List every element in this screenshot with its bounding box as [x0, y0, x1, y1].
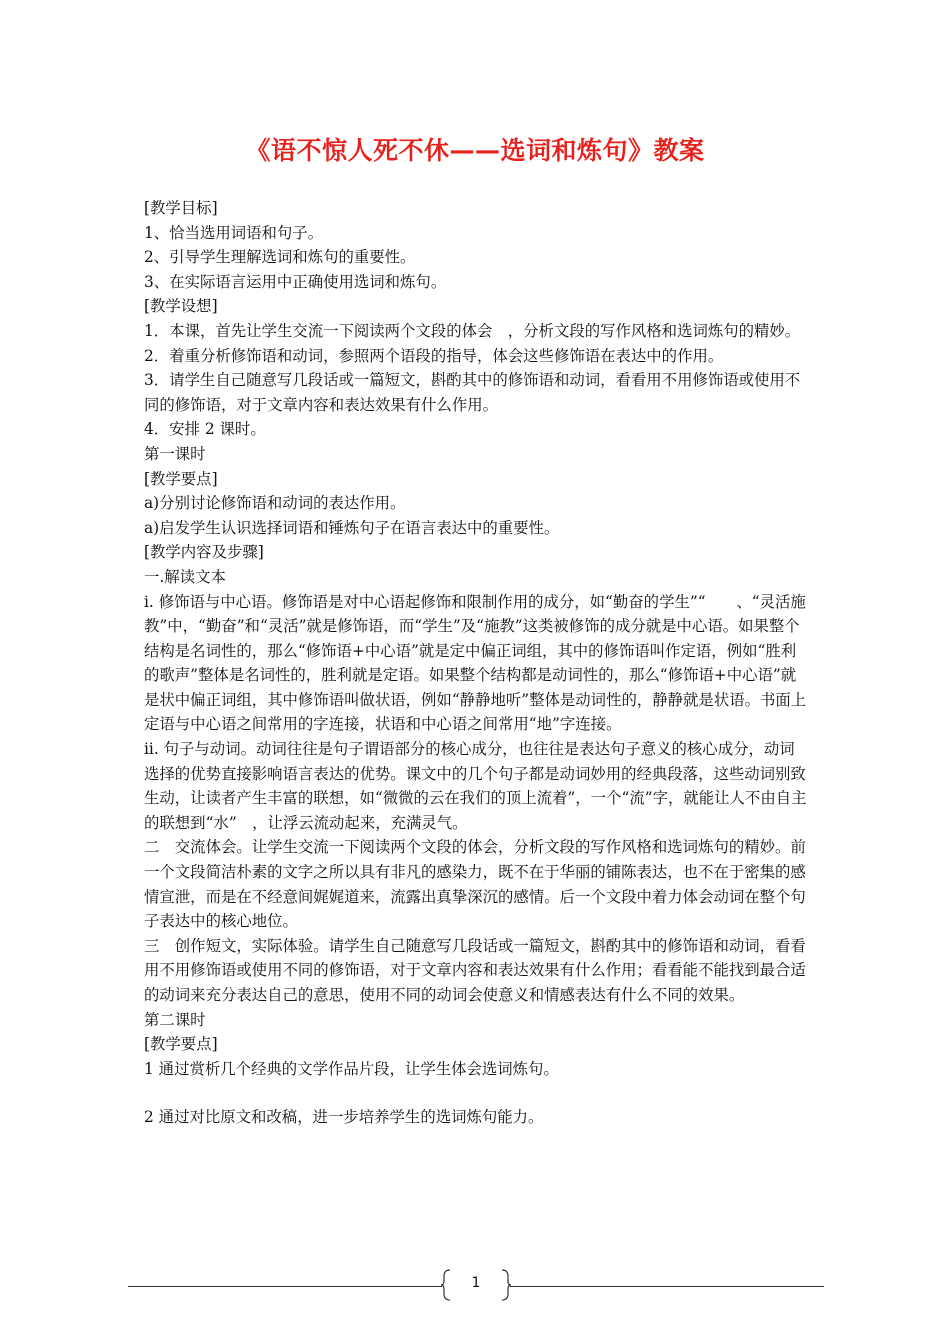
document-body — [144, 196, 808, 1130]
paragraph: 4．安排 2 课时。 — [144, 420, 266, 439]
subsection-heading: 一.解读文本 — [144, 567, 226, 586]
page-footer — [128, 1268, 824, 1302]
section-heading: [教学内容及步骤] — [144, 543, 264, 562]
paragraph: ii. 句子与动词。动词往往是句子谓语部分的核心成分，也往往是表达句子意义的核心成分，动词选择的优势直接影响语言表达的优势。课文中的几个句子都是动词妙用的经典段落，这些动词别致生动，让读者产生丰富的联想，如“微微的云在我们的顶上流着”，一个“流”字，就能让人不由自主的联想到“水” ，让浮云流动起来，充满灵气。 — [144, 740, 807, 832]
paragraph: 三 创作短文，实际体验。请学生自己随意写几段话或一篇短文，斟酌其中的修饰语和动词，看看用不用修饰语或使用不同的修饰语，对于文章内容和表达效果有什么作用；看看能不能找到最合适的动词来充分表达自己的意思，使用不同的动词会使意义和情感表达有什么不同的效果。 — [144, 936, 806, 1004]
section-heading: [教学目标] — [144, 199, 218, 217]
list-item: 2 通过对比原文和改稿，进一步培养学生的选词炼句能力。 — [144, 1108, 544, 1127]
list-item: 3、在实际语言运用中正确使用选词和炼句。 — [144, 272, 447, 291]
blank-line — [144, 1081, 808, 1105]
lesson-heading: 第二课时 — [144, 1010, 206, 1029]
list-item: a)启发学生认识选择词语和锤炼句子在语言表达中的重要性。 — [144, 518, 560, 537]
footer-rule-left — [128, 1286, 442, 1287]
list-item: a)分别讨论修饰语和动词的表达作用。 — [144, 494, 406, 513]
page-number: 1 — [471, 1275, 481, 1291]
list-item: 1 通过赏析几个经典的文学作品片段，让学生体会选词炼句。 — [144, 1059, 559, 1078]
section-heading: [教学要点] — [144, 469, 218, 488]
lesson-heading: 第一课时 — [144, 444, 206, 463]
section-heading: [教学要点] — [144, 1035, 218, 1054]
paragraph: 二 交流体会。让学生交流一下阅读两个文段的体会，分析文段的写作风格和选词炼句的精妙。前一个文段简洁朴素的文字之所以具有非凡的感染力，既不在于华丽的铺陈表达，也不在于密集的感情宣泄，而是在不经意间娓娓道来，流露出真挚深沉的感情。后一个文段中着力体会动词在整个句子表达中的核心地位。 — [144, 838, 806, 931]
paragraph: 1．本课，首先让学生交流一下阅读两个文段的体会 ，分析文段的写作风格和选词炼句的精妙。 — [144, 321, 801, 340]
list-item: 1、恰当选用词语和句子。 — [144, 223, 324, 242]
footer-rule-right — [510, 1286, 824, 1287]
paragraph: 2．着重分析修饰语和动词，参照两个语段的指导，体会这些修饰语在表达中的作用。 — [144, 346, 724, 365]
paragraph: i. 修饰语与中心语。修饰语是对中心语起修饰和限制作用的成分，如“勤奋的学生”“ 、“灵活施教”中，“勤奋”和“灵活”就是修饰语，而“学生”及“施教”这类被修饰的成分就是中心语。如果整个结构是名词性的，那么“修饰语+中心语”就是定中偏正词组，其中的修饰语叫作定语，例如“胜利的歌声”整体是名词性的，胜利就是定语。如果整个结构都是动词性的，那么“修饰语+中心语”就是状中偏正词组，其中修饰语叫做状语，例如“静静地听”整体是动词性的，静静就是状语。书面上定语与中心语之间常用的字连接，状语和中心语之间常用“地”字连接。 — [144, 592, 807, 734]
list-item: 2、引导学生理解选词和炼句的重要性。 — [144, 248, 416, 267]
section-heading: [教学设想] — [144, 297, 218, 316]
paragraph: 3．请学生自己随意写几段话或一篇短文，斟酌其中的修饰语和动词，看看用不用修饰语或使用不同的修饰语，对于文章内容和表达效果有什么作用。 — [144, 371, 801, 414]
document-title: 《语不惊人死不休——选词和炼句》教案 — [245, 136, 705, 165]
